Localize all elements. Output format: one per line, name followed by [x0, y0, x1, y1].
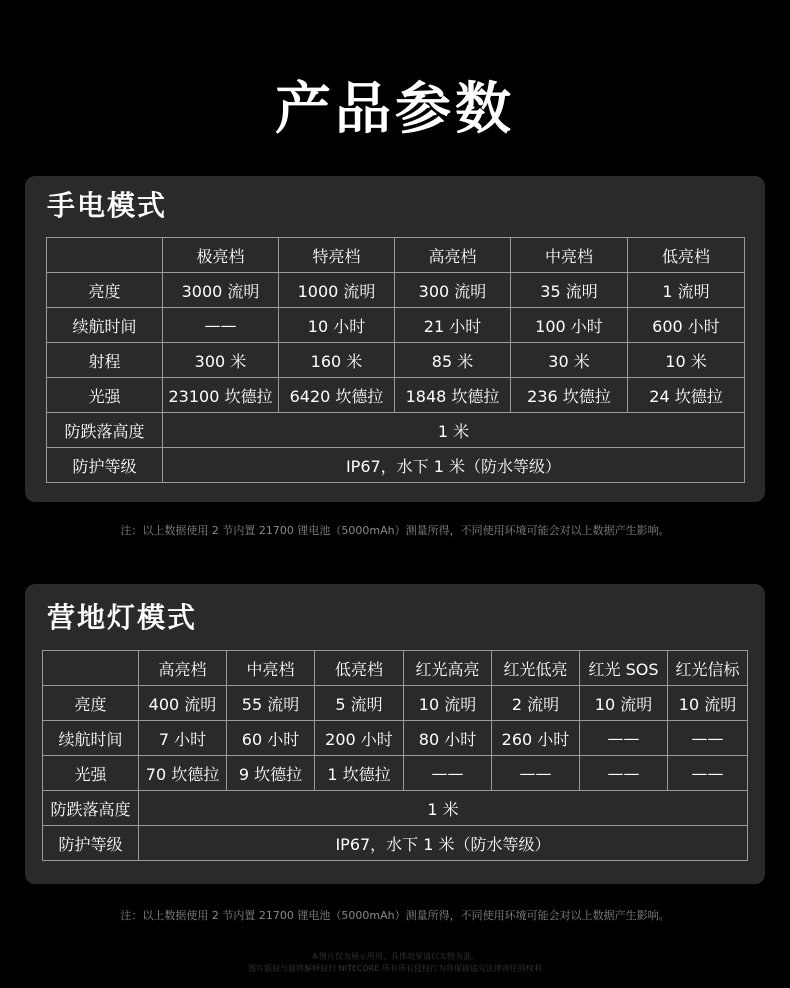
table-cell: 10 小时: [279, 308, 395, 343]
table-cell: 100 小时: [511, 308, 628, 343]
table-row: [47, 273, 745, 308]
table-cell: 400 流明: [139, 686, 227, 721]
row-label: 续航时间: [43, 721, 139, 756]
row-label: 亮度: [47, 273, 163, 308]
header-cell: 高亮档: [139, 651, 227, 686]
table-cell: 1000 流明: [279, 273, 395, 308]
table-cell: ——: [668, 721, 748, 756]
table-cell: ——: [492, 756, 580, 791]
table-cell: 23100 坎德拉: [163, 378, 279, 413]
disclaimer-line-1: 本图片仅为展示所用，具体效果请以实物为准。: [311, 952, 479, 961]
flashlight-mode-panel: [25, 176, 765, 502]
header-cell: 中亮档: [511, 238, 628, 273]
header-cell: 低亮档: [315, 651, 404, 686]
table-cell: 24 坎德拉: [628, 378, 745, 413]
drop-height-value: 1 米: [163, 413, 745, 448]
table-cell: 35 流明: [511, 273, 628, 308]
table-cell: 30 米: [511, 343, 628, 378]
footnote: 注：以上数据使用 2 节内置 21700 锂电池（5000mAh）测量所得，不同使用环境可能会对以上数据产生影响。: [120, 524, 670, 537]
header-cell: 红光高亮: [404, 651, 492, 686]
campsite-mode-panel: [25, 584, 765, 884]
table-row: [47, 378, 745, 413]
table-cell: 7 小时: [139, 721, 227, 756]
table-row: [43, 756, 748, 791]
table-cell: 1 坎德拉: [315, 756, 404, 791]
table-row: [43, 721, 748, 756]
table-cell: 236 坎德拉: [511, 378, 628, 413]
row-label: 光强: [43, 756, 139, 791]
header-cell: 红光信标: [668, 651, 748, 686]
table-row: [43, 826, 748, 861]
header-cell: 红光低亮: [492, 651, 580, 686]
row-label: 射程: [47, 343, 163, 378]
header-cell: 红光 SOS: [580, 651, 668, 686]
table-cell: 55 流明: [227, 686, 315, 721]
table-cell: 5 流明: [315, 686, 404, 721]
table-cell: 10 米: [628, 343, 745, 378]
table-cell: ——: [668, 756, 748, 791]
ip-rating-value: IP67，水下 1 米（防水等级）: [163, 448, 745, 483]
row-label: 亮度: [43, 686, 139, 721]
flashlight-spec-table: [46, 237, 745, 483]
table-cell: 300 米: [163, 343, 279, 378]
table-cell: 1848 坎德拉: [395, 378, 511, 413]
table-cell: 6420 坎德拉: [279, 378, 395, 413]
header-cell: 低亮档: [628, 238, 745, 273]
ip-rating-value: IP67，水下 1 米（防水等级）: [139, 826, 748, 861]
header-cell: 特亮档: [279, 238, 395, 273]
header-cell: [47, 238, 163, 273]
flashlight-mode-title: 手电模式: [47, 189, 168, 222]
table-cell: 300 流明: [395, 273, 511, 308]
row-label: 防护等级: [43, 826, 139, 861]
row-label: 续航时间: [47, 308, 163, 343]
table-row: [47, 308, 745, 343]
table-cell: ——: [580, 721, 668, 756]
table-cell: 10 流明: [580, 686, 668, 721]
footnote: 注：以上数据使用 2 节内置 21700 锂电池（5000mAh）测量所得，不同使用环境可能会对以上数据产生影响。: [120, 909, 670, 922]
campsite-spec-table: [42, 650, 748, 861]
campsite-mode-title: 营地灯模式: [47, 601, 198, 634]
header-cell: 中亮档: [227, 651, 315, 686]
row-label: 防跌落高度: [47, 413, 163, 448]
table-header-row: [43, 651, 748, 686]
table-row: [43, 791, 748, 826]
table-cell: 21 小时: [395, 308, 511, 343]
table-cell: 10 流明: [404, 686, 492, 721]
table-cell: ——: [404, 756, 492, 791]
table-row: [47, 343, 745, 378]
table-cell: 1 流明: [628, 273, 745, 308]
header-cell: 极亮档: [163, 238, 279, 273]
table-row: [43, 686, 748, 721]
header-cell: 高亮档: [395, 238, 511, 273]
table-row: [47, 413, 745, 448]
table-header-row: [47, 238, 745, 273]
table-cell: 80 小时: [404, 721, 492, 756]
table-cell: 3000 流明: [163, 273, 279, 308]
table-cell: 2 流明: [492, 686, 580, 721]
header-cell: [43, 651, 139, 686]
table-cell: 85 米: [395, 343, 511, 378]
table-cell: 70 坎德拉: [139, 756, 227, 791]
table-cell: 60 小时: [227, 721, 315, 756]
table-cell: ——: [580, 756, 668, 791]
drop-height-value: 1 米: [139, 791, 748, 826]
table-cell: 600 小时: [628, 308, 745, 343]
row-label: 防护等级: [47, 448, 163, 483]
table-row: [47, 448, 745, 483]
row-label: 光强: [47, 378, 163, 413]
table-cell: ——: [163, 308, 279, 343]
disclaimer-line-2: 图片版权与最终解释权归 NITECORE 所有所有侵权行为将保留追究法律责任的权利: [248, 964, 542, 973]
table-cell: 9 坎德拉: [227, 756, 315, 791]
table-cell: 200 小时: [315, 721, 404, 756]
table-cell: 10 流明: [668, 686, 748, 721]
table-cell: 260 小时: [492, 721, 580, 756]
row-label: 防跌落高度: [43, 791, 139, 826]
table-cell: 160 米: [279, 343, 395, 378]
page-title: 产品参数: [275, 77, 515, 142]
